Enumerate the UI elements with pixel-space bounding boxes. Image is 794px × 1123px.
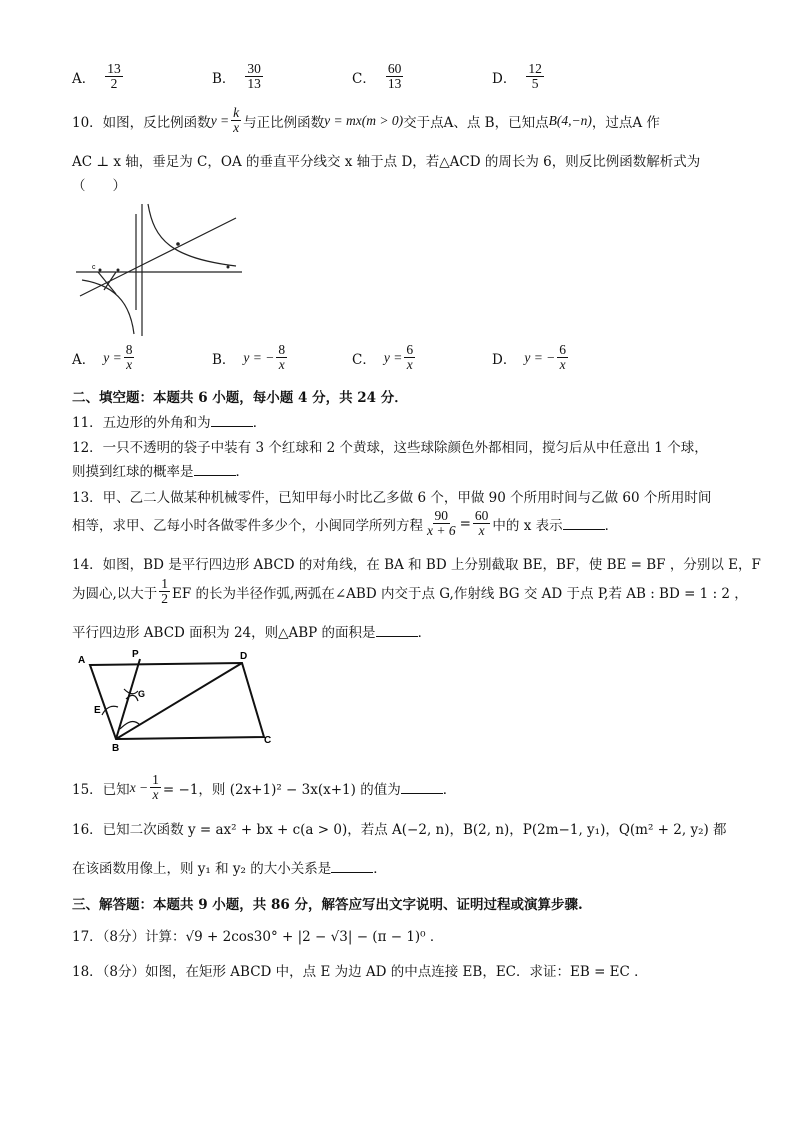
q13-line2	[72, 509, 618, 538]
q15-end: ．	[442, 781, 457, 798]
q15-text: = −1，则 (2x+1)² − 3x(x+1) 的值为	[162, 781, 401, 798]
fig-label-c: C	[264, 735, 272, 746]
q10-line2: AC ⊥ x 轴，垂足为 C，OA 的垂直平分线交 x 轴于点 D，若△ACD 的周长为 6，则反比例函数解析式为	[72, 154, 701, 170]
q12-text: 则摸到红球的概率是	[72, 464, 194, 480]
q11	[72, 411, 266, 431]
option-letter: C．	[352, 70, 376, 87]
point-d	[117, 269, 120, 272]
q10-text: ，过点	[591, 114, 633, 131]
q14-end: ．	[417, 625, 432, 641]
q18: 18．（8分）如图，在矩形 ABCD 中，点 E 为边 AD 的中点连接 EB，EC．求证：EB = EC ．	[72, 964, 648, 980]
fig-label-b: B	[112, 743, 120, 753]
fraction: $\frac{30}{13}$	[247, 61, 261, 92]
option-letter: C．	[352, 351, 376, 368]
answer-blank	[563, 517, 605, 530]
q10-option-d	[492, 343, 570, 372]
q11-end: ．	[252, 415, 267, 431]
answer-blank	[194, 463, 236, 476]
option-eq: y =	[103, 349, 122, 365]
q9-option-d	[492, 62, 546, 91]
point-a	[176, 242, 180, 246]
option-letter: B．	[212, 70, 236, 87]
fig-label-e: E	[94, 705, 101, 716]
proportional-line	[80, 218, 236, 296]
q10-eq2: y = mx(m > 0)	[324, 112, 404, 128]
q9-option-b	[212, 62, 265, 91]
fraction: $\frac{12}{5}$	[528, 61, 542, 92]
option-letter: A．	[72, 351, 96, 368]
q14-figure	[76, 645, 276, 753]
fraction: $\frac{6}{x}$	[406, 342, 414, 373]
q10-line1	[72, 106, 660, 135]
point-b-dot	[227, 266, 230, 269]
q10-option-a	[72, 343, 136, 372]
section-2-heading: 二、填空题：本题共 6 小题，每小题 4 分，共 24 分．	[72, 390, 408, 406]
fraction: $\frac{60}{13}$	[387, 61, 402, 92]
q14-text: EF 的长为半径作弧,两弧在∠ABD 内交于点 G,作射线 BG 交 AD 于点 P,若 AB : BD = 1 : 2 ，	[172, 585, 748, 602]
fraction: $\frac{13}{2}$	[107, 61, 121, 92]
option-letter: D．	[492, 351, 517, 368]
q12-end: ．	[235, 464, 249, 480]
q16-line2	[72, 857, 387, 877]
fraction: $\frac{6}{x}$	[559, 342, 567, 373]
fig-label-a: A	[78, 655, 86, 666]
q14-line1: 14．如图，BD 是平行四边形 ABCD 的对角线，在 BA 和 BD 上分别截取 BE，BF，使 BE = BF ，分别以 E，F	[72, 557, 761, 573]
q11-text: 11．五边形的外角和为	[72, 415, 211, 431]
option-eq: y = −	[243, 349, 275, 365]
answer-blank	[401, 781, 443, 794]
q15-text: 15．已知	[72, 781, 130, 798]
answer-blank	[331, 860, 373, 873]
fig-label-p: P	[132, 649, 139, 660]
q14-text: 平行四边形 ABCD 面积为 24，则△ABP 的面积是	[72, 625, 376, 641]
option-letter: D．	[492, 70, 517, 87]
parallelogram-abcd	[90, 663, 264, 739]
option-letter: A．	[72, 70, 96, 87]
equals-sign: =	[459, 515, 471, 532]
fraction: $\frac{1}{x}$	[152, 772, 159, 803]
q10-text: A 作	[632, 114, 660, 131]
q16-text: 在该函数用像上，则 y₁ 和 y₂ 的大小关系是	[72, 861, 332, 877]
q10-text: 交于点	[403, 114, 444, 131]
hyperbola-branch-2	[82, 280, 134, 334]
fraction: $\frac{k}{x}$	[233, 105, 240, 136]
q15-eq: x −	[129, 779, 149, 795]
q13-line1: 13．甲、乙二人做某种机械零件，已知甲每小时比乙多做 6 个，甲做 90 个所用时间与乙做 60 个所用时间	[72, 490, 712, 506]
q12-line2	[72, 460, 249, 480]
q17: 17．（8分）计算：√9 + 2cos30° + |2 − √3| − (π − 1)⁰ ．	[72, 929, 444, 945]
q13-end: ．	[604, 517, 619, 534]
answer-blank	[376, 624, 418, 637]
q9-option-c	[352, 62, 405, 91]
fraction: $\frac{1}{2}$	[161, 576, 169, 607]
q10-text: 10．如图，反比例函数	[72, 114, 211, 131]
point-c	[99, 269, 102, 272]
q16-line1: 16．已知二次函数 y = ax² + bx + c(a > 0)，若点 A(−2, n)，B(2, n)，P(2m−1, y₁)，Q(m² + 2, y₂) 都	[72, 822, 727, 838]
q10-point: B(4,−n)	[548, 112, 592, 128]
q12-line1: 12．一只不透明的袋子中装有 3 个红球和 2 个黄球，这些球除颜色外都相同，搅匀后从中任意出 1 个球，	[72, 440, 708, 456]
answer-blank	[211, 414, 253, 427]
fig-label-c: c	[92, 264, 96, 271]
q10-answer-bracket: （ ）	[72, 178, 126, 194]
fraction: $\frac{8}{x}$	[125, 342, 133, 373]
option-eq: y = −	[524, 349, 556, 365]
q10-text: A、点 B，已知点	[443, 114, 549, 131]
q9-option-a	[72, 62, 125, 91]
q10-text: 与正比例函数	[243, 114, 325, 131]
q16-end: ．	[373, 861, 387, 877]
q14-line3	[72, 621, 431, 641]
q14-line2	[72, 577, 748, 606]
q13-text: 中的 x 表示	[492, 517, 563, 534]
option-letter: B．	[212, 351, 236, 368]
hyperbola-branch-1	[148, 204, 236, 266]
q10-option-c	[352, 343, 417, 372]
option-eq: y =	[383, 349, 403, 365]
fraction: $\frac{60}{x}$	[474, 508, 489, 539]
q10-option-b	[212, 343, 289, 372]
q10-eq: y =	[210, 112, 230, 128]
section-3-heading: 三、解答题：本题共 9 小题，共 86 分，解答应写出文字说明、证明过程或演算步骤.	[72, 897, 583, 913]
q14-text: 为圆心,以大于	[72, 585, 158, 602]
q15	[72, 773, 456, 802]
q13-text: 相等，求甲、乙每小时各做零件多少个，小闽同学所列方程	[72, 517, 423, 534]
fig-label-g: G	[138, 689, 146, 699]
q10-figure	[76, 200, 246, 338]
fraction: $\frac{90}{x + 6}$	[427, 508, 456, 539]
fig-label-d: D	[240, 651, 248, 662]
fraction: $\frac{8}{x}$	[278, 342, 286, 373]
